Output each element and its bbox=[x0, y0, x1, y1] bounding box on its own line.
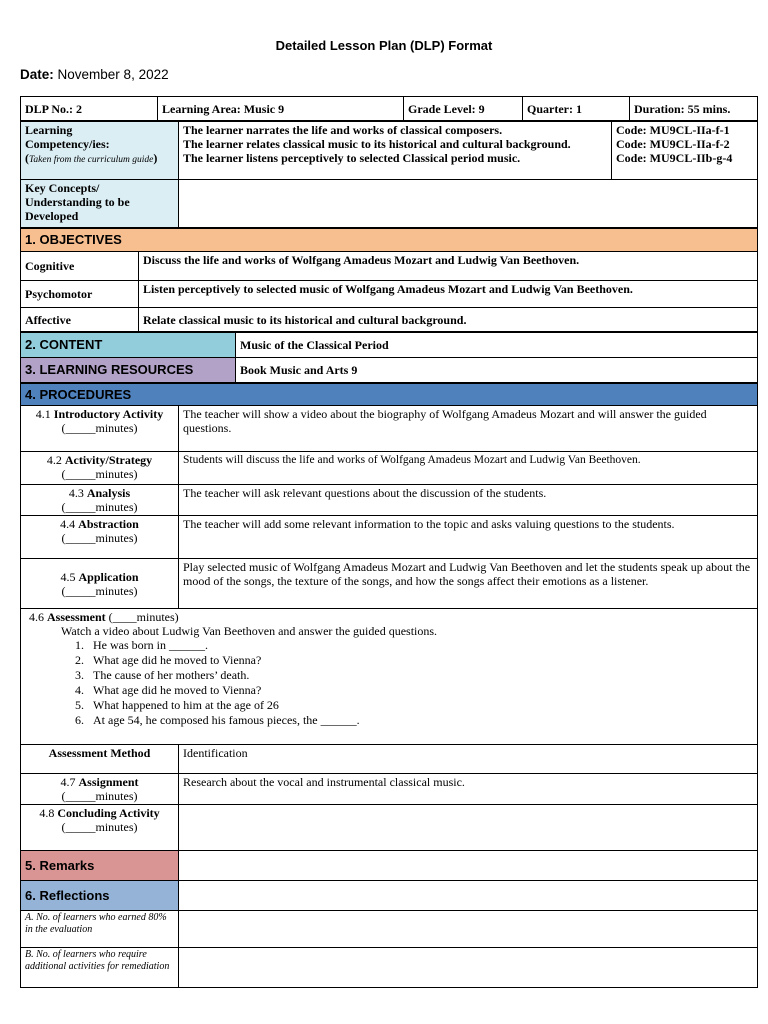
reflection-b-label: B. No. of learners who require additional activities for remediation bbox=[21, 948, 179, 988]
info-table bbox=[20, 96, 758, 121]
assessment-question: 5. What happened to him at the age of 26 bbox=[87, 698, 753, 713]
grade-level: Grade Level: 9 bbox=[404, 97, 523, 121]
analysis-num: 4.3 bbox=[68, 486, 84, 500]
competency-code-3: Code: MU9CL-IIb-g-4 bbox=[616, 151, 733, 165]
assessment-question: 1. He was born in ______. bbox=[87, 638, 753, 653]
reflections-heading: 6. Reflections bbox=[21, 881, 179, 911]
application-num: 4.5 bbox=[60, 569, 76, 584]
lesson-plan-sheet bbox=[20, 96, 757, 988]
procedures-table bbox=[20, 383, 758, 988]
remarks-value bbox=[179, 851, 758, 881]
psychomotor-value: Listen perceptively to selected music of Wolfgang Amadeus Mozart and Ludwig Van Beethoven. bbox=[139, 281, 758, 308]
assessment-num: 4.6 bbox=[29, 610, 44, 624]
assessment-question: 4. What age did he moved to Vienna? bbox=[87, 683, 753, 698]
application-label bbox=[21, 559, 179, 609]
concluding-name: Concluding Activity bbox=[57, 806, 160, 820]
competency-line-1: The learner narrates the life and works of classical composers. bbox=[183, 123, 503, 137]
activity-num: 4.2 bbox=[46, 453, 62, 467]
assessment-name: Assessment bbox=[47, 610, 106, 624]
analysis-name: Analysis bbox=[86, 486, 131, 500]
reflection-a-label: A. No. of learners who earned 80% in the evaluation bbox=[21, 911, 179, 948]
concluding-minutes: (_____minutes) bbox=[61, 820, 138, 834]
reflection-b-value bbox=[179, 948, 758, 988]
competency-code-1: Code: MU9CL-IIa-f-1 bbox=[616, 123, 730, 137]
competency-label-1: Learning bbox=[25, 123, 73, 137]
assignment-label bbox=[21, 774, 179, 805]
abstraction-label bbox=[21, 516, 179, 559]
competency-code-2: Code: MU9CL-IIa-f-2 bbox=[616, 137, 730, 151]
content-value: Music of the Classical Period bbox=[236, 333, 758, 358]
cognitive-label: Cognitive bbox=[21, 252, 139, 281]
application-name: Application bbox=[78, 569, 139, 584]
competency-line-3: The learner listens perceptively to selected Classical period music. bbox=[183, 151, 521, 165]
analysis-minutes: (_____minutes) bbox=[61, 500, 138, 514]
competency-line-2: The learner relates classical music to its historical and cultural background. bbox=[183, 137, 571, 151]
competency-statements bbox=[179, 122, 612, 180]
psychomotor-label: Psychomotor bbox=[21, 281, 139, 308]
assessment-question: 6. At age 54, he composed his famous pieces, the ______. bbox=[87, 713, 753, 728]
duration: Duration: 55 mins. bbox=[630, 97, 758, 121]
reflections-spacer bbox=[179, 881, 758, 911]
assessment-question: 2. What age did he moved to Vienna? bbox=[87, 653, 753, 668]
assignment-num: 4.7 bbox=[60, 775, 76, 789]
assessment-question-list bbox=[25, 638, 753, 728]
concluding-activity-value bbox=[179, 805, 758, 851]
activity-minutes: (_____minutes) bbox=[61, 467, 138, 481]
competency-note: Taken from the curriculum guide bbox=[29, 155, 154, 165]
objectives-heading: 1. OBJECTIVES bbox=[21, 229, 758, 252]
competency-codes bbox=[612, 122, 758, 180]
assignment-name: Assignment bbox=[78, 775, 139, 789]
assessment-minutes: (____minutes) bbox=[108, 610, 179, 624]
content-heading: 2. CONTENT bbox=[21, 333, 236, 358]
assessment-intro: Watch a video about Ludwig Van Beethoven and answer the guided questions. bbox=[61, 624, 438, 638]
date-value: November 8, 2022 bbox=[57, 67, 169, 82]
assessment-question: 3. The cause of her mothers’ death. bbox=[87, 668, 753, 683]
page-title: Detailed Lesson Plan (DLP) Format bbox=[275, 38, 493, 53]
abstraction-num: 4.4 bbox=[60, 517, 76, 531]
activity-name: Activity/Strategy bbox=[64, 453, 153, 467]
date-label: Date: bbox=[20, 67, 54, 82]
activity-strategy-value: Students will discuss the life and works of Wolfgang Amadeus Mozart and Ludwig Van Beethoven. bbox=[179, 452, 758, 485]
key-concepts-label: Key Concepts/ Understanding to be Developed bbox=[21, 180, 179, 228]
content-table bbox=[20, 332, 758, 383]
objectives-table bbox=[20, 228, 758, 332]
date-line bbox=[20, 67, 169, 82]
activity-strategy-label bbox=[21, 452, 179, 485]
affective-value: Relate classical music to its historical and cultural background. bbox=[139, 308, 758, 332]
concluding-activity-label bbox=[21, 805, 179, 851]
remarks-heading: 5. Remarks bbox=[21, 851, 179, 881]
quarter: Quarter: 1 bbox=[523, 97, 630, 121]
introductory-activity-label bbox=[21, 406, 179, 452]
intro-num: 4.1 bbox=[35, 407, 51, 421]
competency-table bbox=[20, 121, 758, 228]
assessment-cell bbox=[21, 609, 758, 745]
assignment-minutes: (_____minutes) bbox=[61, 789, 138, 803]
intro-name: Introductory Activity bbox=[53, 407, 164, 421]
resources-value: Book Music and Arts 9 bbox=[236, 358, 758, 383]
procedures-heading: 4. PROCEDURES bbox=[21, 384, 758, 406]
abstraction-name: Abstraction bbox=[78, 517, 139, 531]
abstraction-value: The teacher will add some relevant information to the topic and asks valuing questions to the students. bbox=[179, 516, 758, 559]
assignment-value: Research about the vocal and instrumental classical music. bbox=[179, 774, 758, 805]
competency-label-2: Competency/ies: bbox=[25, 137, 110, 151]
intro-minutes: (_____minutes) bbox=[61, 421, 138, 435]
affective-label: Affective bbox=[21, 308, 139, 332]
analysis-value: The teacher will ask relevant questions about the discussion of the students. bbox=[179, 485, 758, 516]
cognitive-value: Discuss the life and works of Wolfgang Amadeus Mozart and Ludwig Van Beethoven. bbox=[139, 252, 758, 281]
assessment-method-label: Assessment Method bbox=[21, 745, 179, 774]
concluding-num: 4.8 bbox=[39, 806, 55, 820]
resources-heading: 3. LEARNING RESOURCES bbox=[21, 358, 236, 383]
application-minutes: (_____minutes) bbox=[61, 583, 138, 598]
abstraction-minutes: (_____minutes) bbox=[61, 531, 138, 545]
analysis-label bbox=[21, 485, 179, 516]
competency-note-open: ( bbox=[25, 151, 29, 165]
dlp-number: DLP No.: 2 bbox=[21, 97, 158, 121]
application-value: Play selected music of Wolfgang Amadeus Mozart and Ludwig Van Beethoven and let the students speak up about the mood of the songs, the texture of the songs, and how the songs affect their emotions as a listener. bbox=[179, 559, 758, 609]
key-concepts-value bbox=[179, 180, 758, 228]
competency-label-cell bbox=[21, 122, 179, 180]
competency-note-close: ) bbox=[153, 151, 158, 165]
introductory-activity-value: The teacher will show a video about the biography of Wolfgang Amadeus Mozart and will answer the guided questions. bbox=[179, 406, 758, 452]
reflection-a-value bbox=[179, 911, 758, 948]
assessment-method-value: Identification bbox=[179, 745, 758, 774]
learning-area: Learning Area: Music 9 bbox=[158, 97, 404, 121]
